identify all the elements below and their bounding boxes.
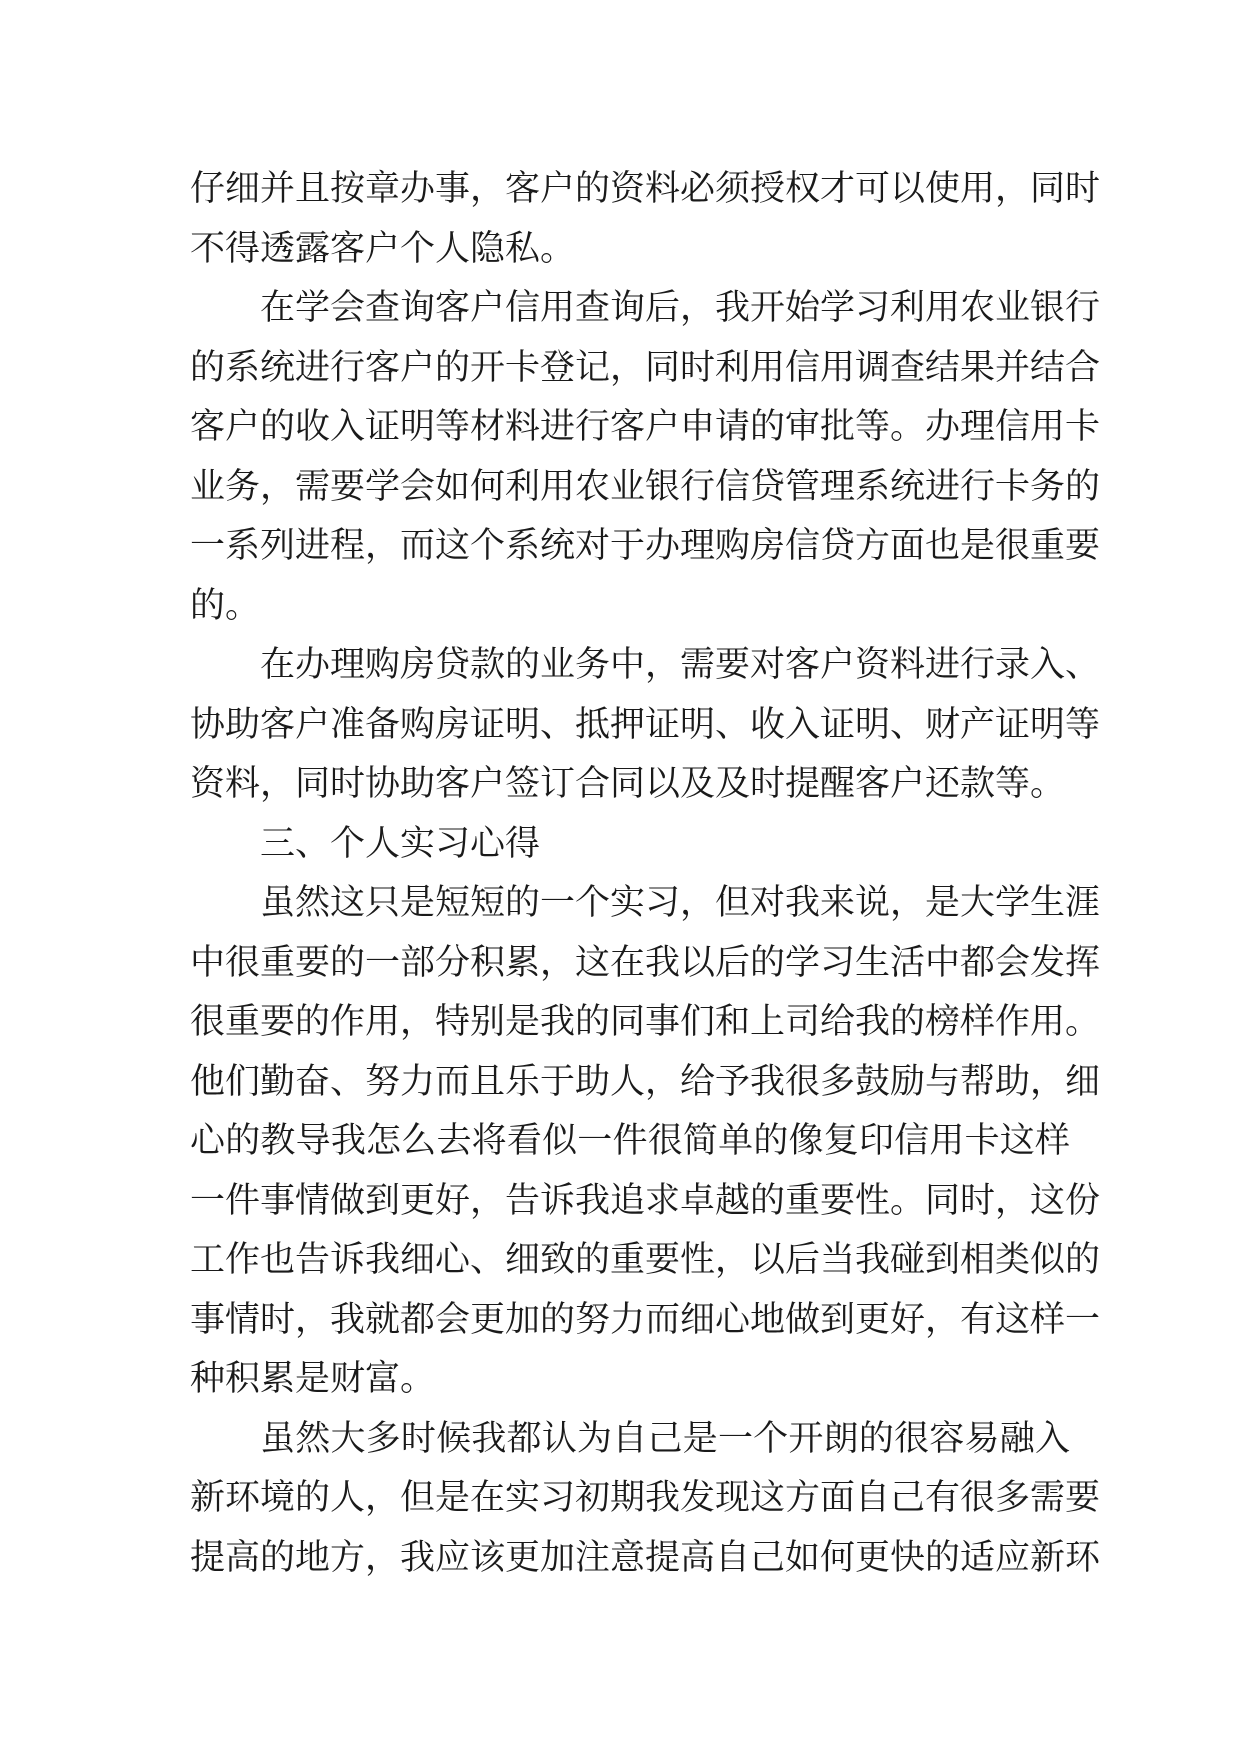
paragraph-line: 一系列进程，而这个系统对于办理购房信贷方面也是很重要	[190, 526, 1101, 566]
paragraph-line: 很重要的作用，特别是我的同事们和上司给我的榜样作用。	[190, 1002, 1101, 1042]
paragraph-line: 虽然大多时候我都认为自己是一个开朗的很容易融入	[260, 1418, 1070, 1459]
paragraph-line: 事情时，我就都会更加的努力而细心地做到更好，有这样一	[190, 1299, 1101, 1340]
paragraph-line: 提高的地方，我应该更加注意提高自己如何更快的适应新环	[190, 1537, 1101, 1578]
document-body	[190, 160, 1101, 1588]
paragraph-line: 种积累是财富。	[190, 1359, 436, 1399]
section-heading: 三、个人实习心得	[260, 823, 541, 864]
paragraph-line: 在办理购房贷款的业务中，需要对客户资料进行录入、	[260, 645, 1101, 685]
paragraph-line: 客户的收入证明等材料进行客户申请的审批等。办理信用卡	[190, 407, 1101, 447]
paragraph-line: 协助客户准备购房证明、抵押证明、收入证明、财产证明等	[190, 704, 1101, 745]
paragraph-line: 虽然这只是短短的一个实习，但对我来说，是大学生涯	[260, 883, 1101, 923]
paragraph-line: 新环境的人，但是在实习初期我发现这方面自己有很多需要	[190, 1478, 1101, 1518]
paragraph-line: 一件事情做到更好，告诉我追求卓越的重要性。同时，这份	[190, 1180, 1101, 1221]
paragraph-line: 不得透露客户个人隐私。	[190, 228, 576, 269]
paragraph-line: 资料，同时协助客户签订合同以及及时提醒客户还款等。	[190, 764, 1066, 804]
paragraph-line: 的。	[190, 585, 261, 626]
paragraph-line: 业务，需要学会如何利用农业银行信贷管理系统进行卡务的	[190, 466, 1101, 507]
paragraph-line: 中很重要的一部分积累，这在我以后的学习生活中都会发挥	[190, 942, 1101, 983]
paragraph-line: 他们勤奋、努力而且乐于助人，给予我很多鼓励与帮助，细	[190, 1061, 1101, 1102]
paragraph-line: 心的教导我怎么去将看似一件很简单的像复印信用卡这样	[190, 1121, 1070, 1161]
paragraph-line: 在学会查询客户信用查询后，我开始学习利用农业银行	[260, 288, 1101, 328]
paragraph-line: 仔细并且按章办事，客户的资料必须授权才可以使用，同时	[190, 169, 1101, 209]
paragraph-line: 的系统进行客户的开卡登记，同时利用信用调查结果并结合	[190, 347, 1101, 388]
paragraph-line: 工作也告诉我细心、细致的重要性，以后当我碰到相类似的	[190, 1240, 1101, 1280]
